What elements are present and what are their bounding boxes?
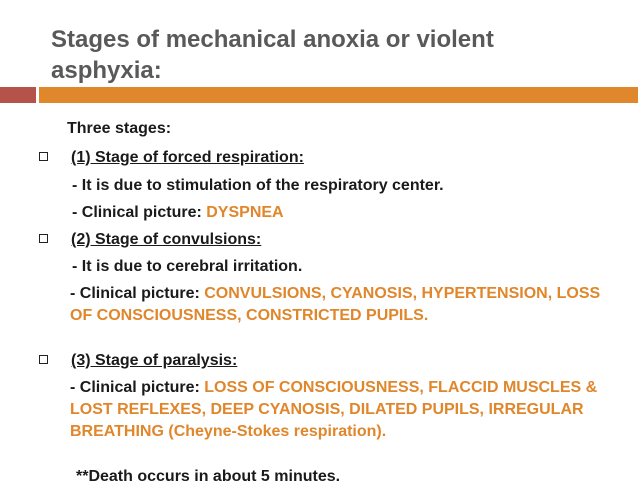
square-bullet-icon [39,234,48,243]
stage-3-clinical [70,377,615,443]
stage-1-cause: - It is due to stimulation of the respiratory center. [72,177,444,194]
stage-1-heading: (1) Stage of forced respiration: [71,149,304,166]
clinical-label: - Clinical picture: [70,285,205,302]
clinical-label: - Clinical picture: [72,204,207,221]
square-bullet-icon [39,152,48,161]
clinical-value: DYSPNEA [206,204,284,221]
stage-2-heading: (2) Stage of convulsions: [71,231,262,248]
stage-3-heading: (3) Stage of paralysis: [71,352,238,369]
stage-1-clinical [72,202,284,224]
stage-2-clinical [70,283,615,327]
intro-text: Three stages: [67,120,172,137]
clinical-value: LOSS OF CONSCIOUSNESS, FLACCID MUSCLES & LOST REFLEXES, DEEP CYANOSIS, DILATED PUPILS, IRREGULAR BREATHING (Cheyne-Stokes respiration). [70,379,598,440]
clinical-value: CONVULSIONS, CYANOSIS, HYPERTENSION, LOSS OF CONSCIOUSNESS, CONSTRICTED PUPILS. [70,285,601,324]
slide-title: Stages of mechanical anoxia or violent asphyxia: [51,26,494,84]
clinical-label: - Clinical picture: [70,379,205,396]
square-bullet-icon [39,355,48,364]
footer-note: **Death occurs in about 5 minutes. [76,468,341,485]
stage-2-cause: - It is due to cerebral irritation. [72,258,303,275]
